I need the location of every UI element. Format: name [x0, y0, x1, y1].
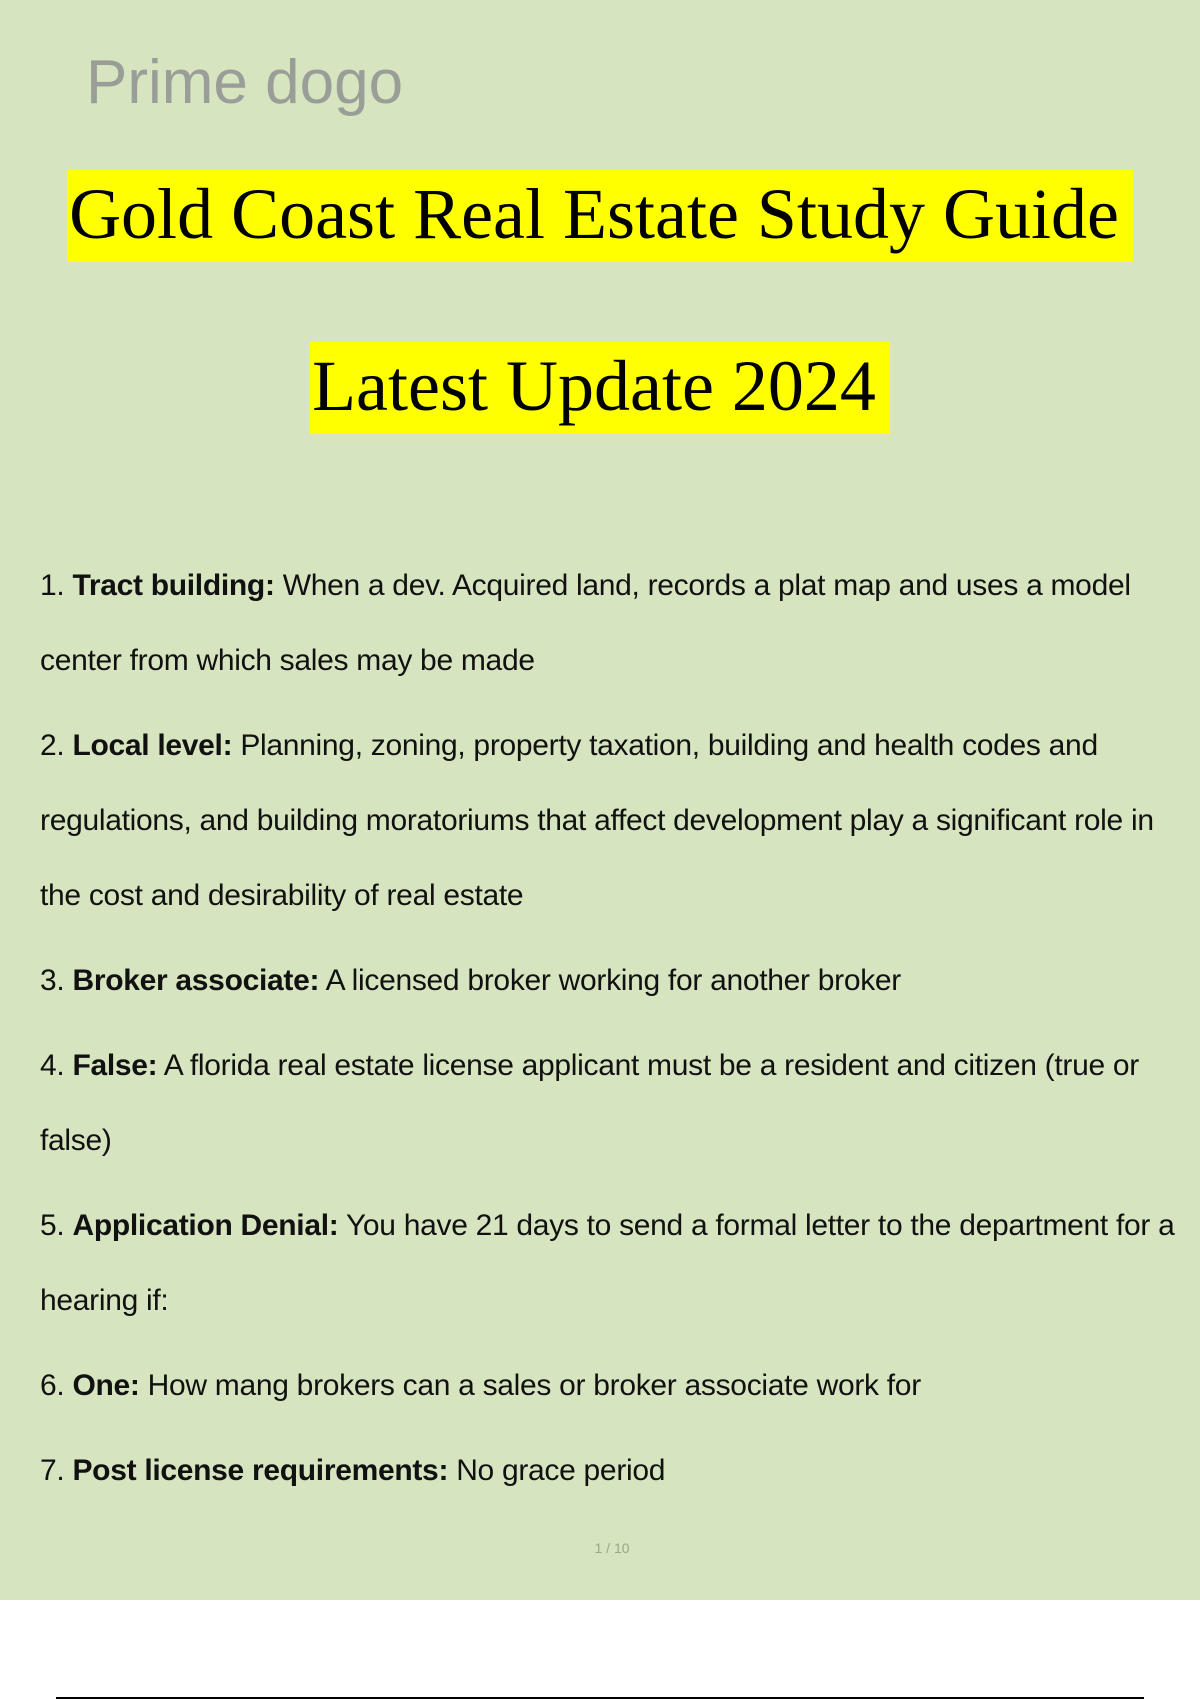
item-term: Broker associate:: [72, 964, 320, 997]
item-definition: No grace period: [456, 1454, 666, 1487]
list-item: [40, 548, 1200, 698]
title-highlight-2: Latest Update 2024: [310, 342, 890, 434]
item-definition: You have 21 days to send a formal letter to the department for a hearing if:: [40, 1209, 1175, 1317]
item-number: 3.: [40, 964, 65, 997]
item-number: 2.: [40, 729, 65, 762]
list-item: [40, 1348, 1200, 1423]
item-definition: When a dev. Acquired land, records a plat map and uses a model center from which sales may be made: [40, 569, 1131, 677]
item-term: One:: [72, 1369, 140, 1402]
list-item: [40, 1028, 1200, 1178]
page-divider-rule: [56, 1697, 1144, 1699]
list-item: [40, 1188, 1200, 1338]
item-number: 1.: [40, 569, 65, 602]
item-number: 7.: [40, 1454, 65, 1487]
study-items-list: [40, 548, 1200, 1508]
item-term: Tract building:: [72, 569, 275, 602]
title-highlight-1: Gold Coast Real Estate Study Guide: [67, 170, 1133, 262]
list-item: [40, 943, 1200, 1018]
item-definition: How mang brokers can a sales or broker associate work for: [147, 1369, 921, 1402]
item-term: False:: [72, 1049, 158, 1082]
item-definition: Planning, zoning, property taxation, building and health codes and regulations, and building moratoriums that affect development play a significant role in the cost and desirability of real estate: [40, 729, 1154, 912]
item-number: 6.: [40, 1369, 65, 1402]
list-item: [40, 1433, 1200, 1508]
item-definition: A florida real estate license applicant must be a resident and citizen (true or false): [40, 1049, 1139, 1157]
page-indicator: 1 / 10: [594, 1540, 630, 1556]
watermark-text: Prime dogo: [86, 48, 404, 117]
item-number: 5.: [40, 1209, 65, 1242]
item-term: Application Denial:: [72, 1209, 339, 1242]
item-definition: A licensed broker working for another broker: [325, 964, 901, 997]
document-title-line-2: [0, 346, 1200, 426]
document-title-line-1: [0, 174, 1200, 254]
item-term: Post license requirements:: [72, 1454, 449, 1487]
item-number: 4.: [40, 1049, 65, 1082]
item-term: Local level:: [72, 729, 233, 762]
list-item: [40, 708, 1200, 933]
